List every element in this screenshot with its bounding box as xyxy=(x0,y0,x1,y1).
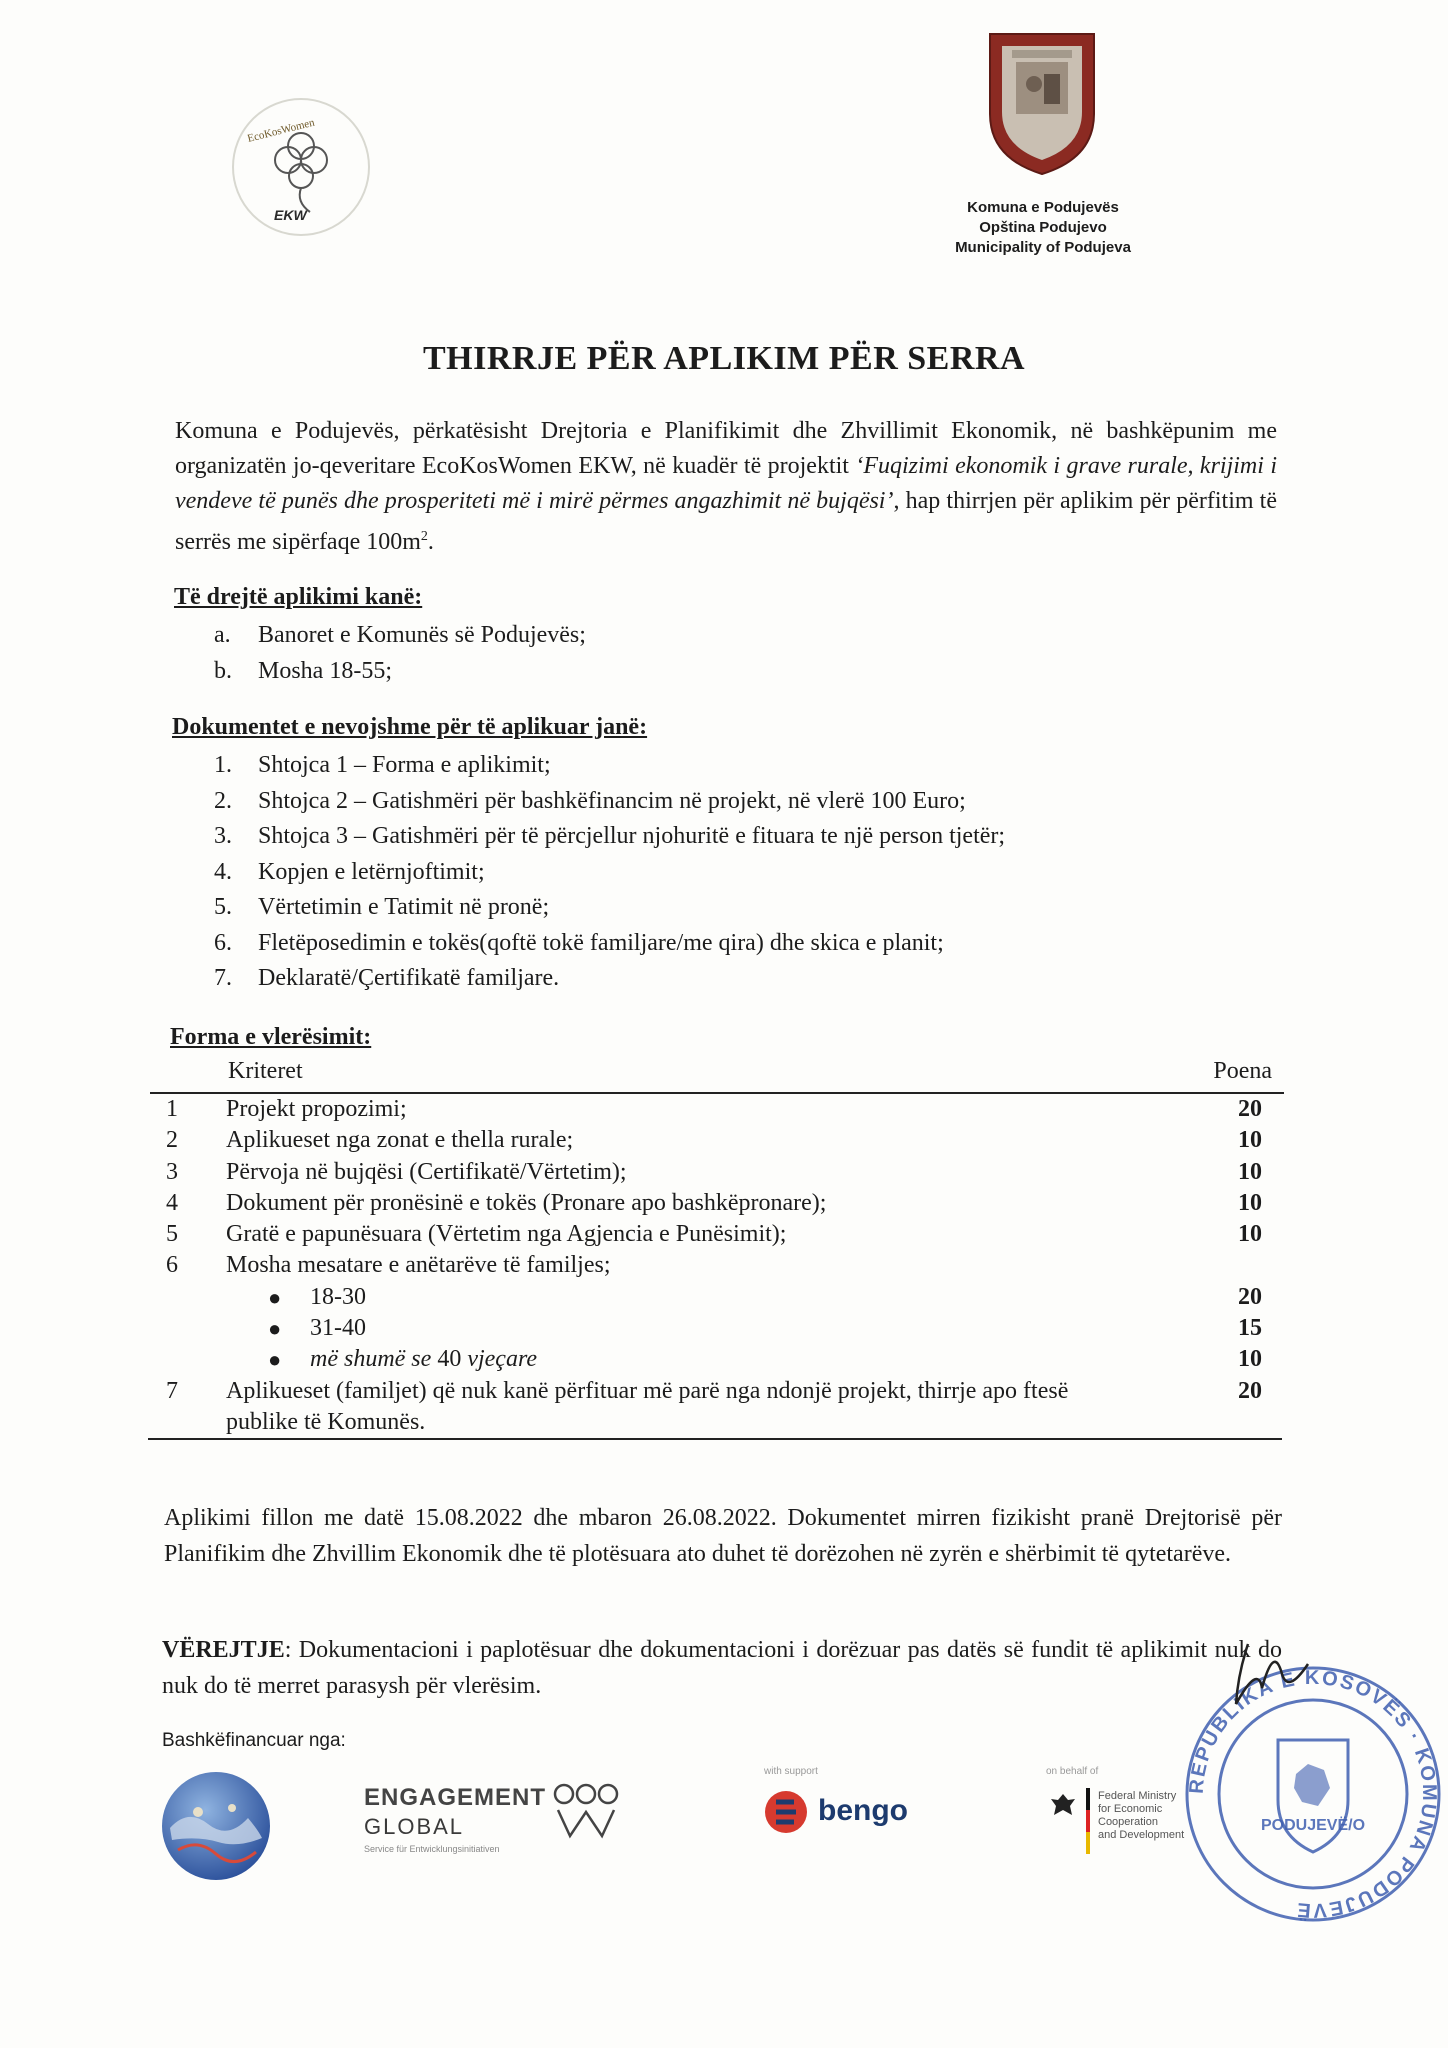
row-points: 10 xyxy=(1238,1158,1262,1185)
municipality-crest-icon xyxy=(982,28,1102,178)
list-item xyxy=(214,926,1005,962)
bmz-line: for Economic Cooperation xyxy=(1098,1803,1163,1828)
bmz-line: Federal Ministry xyxy=(1098,1790,1177,1802)
table-bottom-rule xyxy=(148,1438,1282,1440)
age-row xyxy=(150,1344,1284,1375)
row-points: 20 xyxy=(1238,1283,1262,1310)
row-criterion: Aplikueset (familjet) që nuk kanë përfituar më parë nga ndonjë projekt, thirrje apo ftesë publike të Komunës. xyxy=(226,1377,1069,1435)
row-number: 3 xyxy=(166,1158,178,1185)
list-item-text: Fletëposedimin e tokës(qoftë tokë familjare/me qira) dhe skica e planit; xyxy=(258,929,944,956)
list-marker: 5. xyxy=(214,894,232,920)
intro-part2: , hap thirrjen për aplikim për përfitim të serrës me sipërfaqe 100m xyxy=(175,488,1277,555)
row-points: 15 xyxy=(1238,1315,1262,1342)
list-marker: b. xyxy=(214,657,232,684)
bengo-mark-icon xyxy=(762,1788,810,1836)
age-text-italic2: vjeçare xyxy=(467,1346,538,1373)
engagement-global-logo xyxy=(362,1780,622,1860)
age-row xyxy=(150,1282,1284,1313)
list-item xyxy=(214,819,1005,855)
row-number: 4 xyxy=(166,1189,178,1216)
bullet-icon: ● xyxy=(268,1347,282,1373)
table-header xyxy=(150,1058,1284,1094)
list-marker: 6. xyxy=(214,929,232,956)
row-criterion: Projekt propozimi; xyxy=(226,1096,407,1122)
row-points: 10 xyxy=(1238,1346,1262,1373)
row-points: 10 xyxy=(1238,1127,1262,1154)
row-number: 5 xyxy=(166,1221,178,1248)
official-stamp xyxy=(1178,1604,1448,1934)
list-item-text: Deklaratë/Çertifikatë familjare. xyxy=(258,965,560,991)
list-item-text: Banoret e Komunës së Podujevës; xyxy=(258,622,586,648)
list-item-text: Shtojca 2 – Gatishmëri për bashkëfinancim në projekt, në vlerë 100 Euro; xyxy=(258,787,966,814)
eligibility-heading: Të drejtë aplikimi kanë: xyxy=(174,584,423,610)
list-item xyxy=(214,748,1005,784)
people-icon xyxy=(550,1780,622,1840)
municipality-name-block xyxy=(900,198,1186,258)
row-criterion: Mosha mesatare e anëtarëve të familjes; xyxy=(226,1252,611,1279)
row-points: 10 xyxy=(1238,1189,1262,1216)
documents-list xyxy=(214,748,1005,997)
row-criterion: Gratë e papunësuara (Vërtetim nga Agjencia e Punësimit); xyxy=(226,1221,787,1248)
bmz-caption: on behalf of xyxy=(1046,1766,1099,1777)
municipality-name-sr: Opština Podujevo xyxy=(979,219,1107,236)
row-points: 10 xyxy=(1238,1221,1262,1248)
bengo-caption: with support xyxy=(764,1766,818,1777)
table-row xyxy=(150,1094,1284,1125)
project-name: ‘Fuqizimi ekonomik i grave rurale, krijimi i vendeve të punës dhe prosperiteti më i mirë përmes angazhimit në bujqësi’ xyxy=(175,453,1277,514)
intro-part1: Komuna e Podujevës, përkatësisht Drejtoria e Planifikimit dhe Zhvillimit Ekonomik, në bashkëpunim me organizatën jo-qeveritare EcoKosWomen EKW, në kuadër të projektit xyxy=(175,418,1277,479)
bengo-logo xyxy=(762,1760,922,1850)
table-row xyxy=(150,1188,1284,1219)
note-text: : Dokumentacioni i paplotësuar dhe dokumentacioni i dorëzuar pas datës së fundit të aplikimit nuk do nuk do të merret parasysh për vlerësim. xyxy=(162,1637,1282,1699)
row-criterion: Aplikueset nga zonat e thella rurale; xyxy=(226,1127,574,1154)
cofinanced-label: Bashkëfinancuar nga: xyxy=(162,1730,346,1751)
intro-superscript: 2 xyxy=(420,529,428,544)
svg-text:EKW: EKW xyxy=(274,207,307,223)
points-column-header: Poena xyxy=(1213,1058,1272,1084)
list-marker: 7. xyxy=(214,965,232,991)
list-marker: 1. xyxy=(214,752,232,778)
row-number: 7 xyxy=(166,1377,178,1404)
age-text-plain: 40 xyxy=(431,1346,468,1373)
evaluation-table xyxy=(150,1058,1284,1438)
bullet-icon: ● xyxy=(268,1316,282,1342)
bullet-icon: ● xyxy=(268,1284,282,1310)
list-item xyxy=(214,890,1005,926)
note-paragraph xyxy=(162,1632,1282,1704)
table-row xyxy=(150,1125,1284,1156)
row-points: 20 xyxy=(1238,1096,1262,1122)
list-item-text: Vërtetimin e Tatimit në pronë; xyxy=(258,894,550,920)
list-item xyxy=(214,784,1005,820)
bengo-name: bengo xyxy=(818,1794,908,1827)
row-number: 6 xyxy=(166,1252,178,1279)
list-marker: a. xyxy=(214,622,231,648)
eagle-icon xyxy=(1048,1790,1078,1820)
criteria-column-header: Kriteret xyxy=(228,1058,303,1084)
dates-paragraph: Aplikimi fillon me datë 15.08.2022 dhe mbaron 26.08.2022. Dokumentet mirren fizikisht pranë Drejtorisë për Planifikim dhe Zhvillim Ekonomik dhe të plotësuara ato duhet të dorëzohen në zyrën e shërbimit të qytetarëve. xyxy=(164,1505,1282,1567)
stamp-center-text: PODUJEVË/O xyxy=(1260,1817,1366,1834)
list-item xyxy=(214,855,1005,891)
list-marker: 2. xyxy=(214,787,232,814)
list-item-text: Shtojca 3 – Gatishmëri për të përcjellur njohuritë e fituara te një person tjetër; xyxy=(258,823,1006,849)
list-item-text: Kopjen e letërnjoftimit; xyxy=(258,858,485,885)
evaluation-heading: Forma e vlerësimit: xyxy=(170,1024,372,1050)
bmz-line: and Development xyxy=(1098,1829,1185,1841)
row-points: 20 xyxy=(1238,1377,1262,1404)
age-text-italic: më shumë se xyxy=(310,1346,432,1373)
globe-logo xyxy=(158,1768,274,1884)
note-label: VËREJTJE xyxy=(162,1637,285,1663)
age-range xyxy=(310,1344,537,1375)
list-item-text: Shtojca 1 – Forma e aplikimit; xyxy=(258,752,551,778)
age-range: 31-40 xyxy=(310,1315,366,1342)
stamp-ring-text: REPUBLIKA E KOSOVËS · KOMUNA PODUJEVË xyxy=(1185,1666,1441,1922)
list-marker: 4. xyxy=(214,858,232,885)
engagement-global-line1: ENGAGEMENT xyxy=(364,1784,547,1811)
age-range: 18-30 xyxy=(310,1283,366,1310)
list-item-text: Mosha 18-55; xyxy=(258,657,392,684)
table-row xyxy=(150,1157,1284,1188)
list-item xyxy=(214,618,586,654)
age-row xyxy=(150,1313,1284,1344)
row-criterion: Përvoja në bujqësi (Certifikatë/Vërtetim); xyxy=(226,1158,627,1185)
documents-heading: Dokumentet e nevojshme për të aplikuar janë: xyxy=(172,714,648,740)
svg-text:EcoKosWomen: EcoKosWomen xyxy=(246,116,316,145)
eligibility-list xyxy=(214,618,586,689)
row-number: 1 xyxy=(166,1096,178,1122)
intro-paragraph xyxy=(175,414,1277,560)
municipality-name-sq: Komuna e Podujevës xyxy=(967,199,1119,216)
list-item xyxy=(214,961,1005,997)
row-criterion: Dokument për pronësinë e tokës (Pronare apo bashkëpronare); xyxy=(226,1189,827,1216)
table-row xyxy=(150,1376,1284,1438)
list-item xyxy=(214,654,586,690)
table-row xyxy=(150,1219,1284,1250)
flag-bars xyxy=(1086,1788,1090,1854)
document-title: THIRRJE PËR APLIKIM PËR SERRA xyxy=(422,340,1025,377)
ekw-logo xyxy=(226,92,376,242)
row-number: 2 xyxy=(166,1127,178,1154)
table-row xyxy=(150,1250,1284,1281)
list-marker: 3. xyxy=(214,823,232,849)
municipality-name-en: Municipality of Podujeva xyxy=(955,239,1131,256)
engagement-global-line3: Service für Entwicklungsinitiativen xyxy=(364,1844,500,1854)
engagement-global-line2: GLOBAL xyxy=(364,1814,465,1839)
intro-part3: . xyxy=(427,529,434,555)
